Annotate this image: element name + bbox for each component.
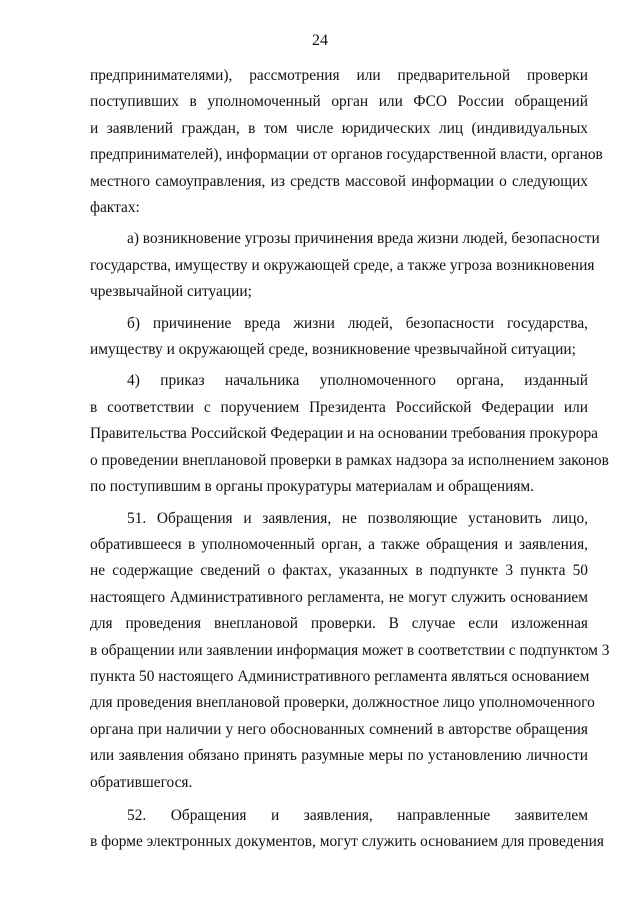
paragraph (90, 63, 603, 221)
text-line: по поступившим в органы прокуратуры материалам и обращениям. (90, 478, 535, 496)
text-line: в форме электронных документов, могут служить основанием для проведения (90, 833, 604, 851)
text-line: настоящего Административного регламента, не могут служить основанием (90, 588, 588, 606)
text-line: фактах: (90, 199, 140, 217)
text-line: поступивших в уполномоченный орган или ФСО России обращений (90, 93, 588, 111)
text-line: 4) приказ начальника уполномоченного органа, изданный (127, 372, 588, 390)
text-line: государства, имуществу и окружающей среде, а также угроза возникновения (90, 256, 595, 274)
paragraph (90, 368, 609, 500)
text-line: и заявлений граждан, в том числе юридических лиц (индивидуальных (90, 119, 588, 137)
text-line: обратившегося. (90, 773, 193, 791)
text-line: не содержащие сведений о фактах, указанных в подпункте 3 пункта 50 (90, 562, 588, 580)
text-line: для проведения внеплановой проверки, должностное лицо уполномоченного (90, 694, 595, 712)
text-line: местного самоуправления, из средств массовой информации о следующих (90, 172, 588, 190)
text-line: Правительства Российской Федерации и на основании требования прокурора (90, 425, 598, 443)
text-line: 52. Обращения и заявления, направленные заявителем (127, 806, 588, 824)
text-line: для проведения внеплановой проверки. В случае если изложенная (90, 615, 588, 633)
text-line: чрезвычайной ситуации; (90, 283, 252, 301)
text-line: в соответствии с поручением Президента Российской Федерации или (90, 398, 588, 416)
text-line: б) причинение вреда жизни людей, безопасности государства, (127, 314, 588, 332)
page-number: 24 (312, 32, 328, 49)
paragraph (90, 506, 610, 796)
paragraph (90, 803, 604, 856)
text-line: органа при наличии у него обоснованных сомнений в авторстве обращения (90, 720, 588, 738)
text-line: предпринимателей), информации от органов государственной власти, органов (90, 146, 603, 164)
text-line: обратившееся в уполномоченный орган, а также обращения и заявления, (90, 535, 588, 553)
text-line: пункта 50 настоящего Административного регламента являться основанием (90, 667, 590, 685)
text-line: а) возникновение угрозы причинения вреда жизни людей, безопасности (127, 230, 600, 248)
text-line: предпринимателями), рассмотрения или предварительной проверки (90, 67, 588, 84)
text-line: или заявления обязано принять разумные меры по установлению личности (90, 747, 588, 765)
paragraph (90, 311, 588, 364)
text-line: о проведении внеплановой проверки в рамках надзора за исполнением законов (90, 451, 609, 469)
text-line: 51. Обращения и заявления, не позволяющие установить лицо, (127, 509, 588, 527)
document-body (90, 63, 610, 856)
text-line: имуществу и окружающей среде, возникновение чрезвычайной ситуации; (90, 341, 576, 359)
text-line: в обращении или заявлении информация может в соответствии с подпунктом 3 (90, 641, 610, 659)
paragraph (90, 226, 600, 305)
